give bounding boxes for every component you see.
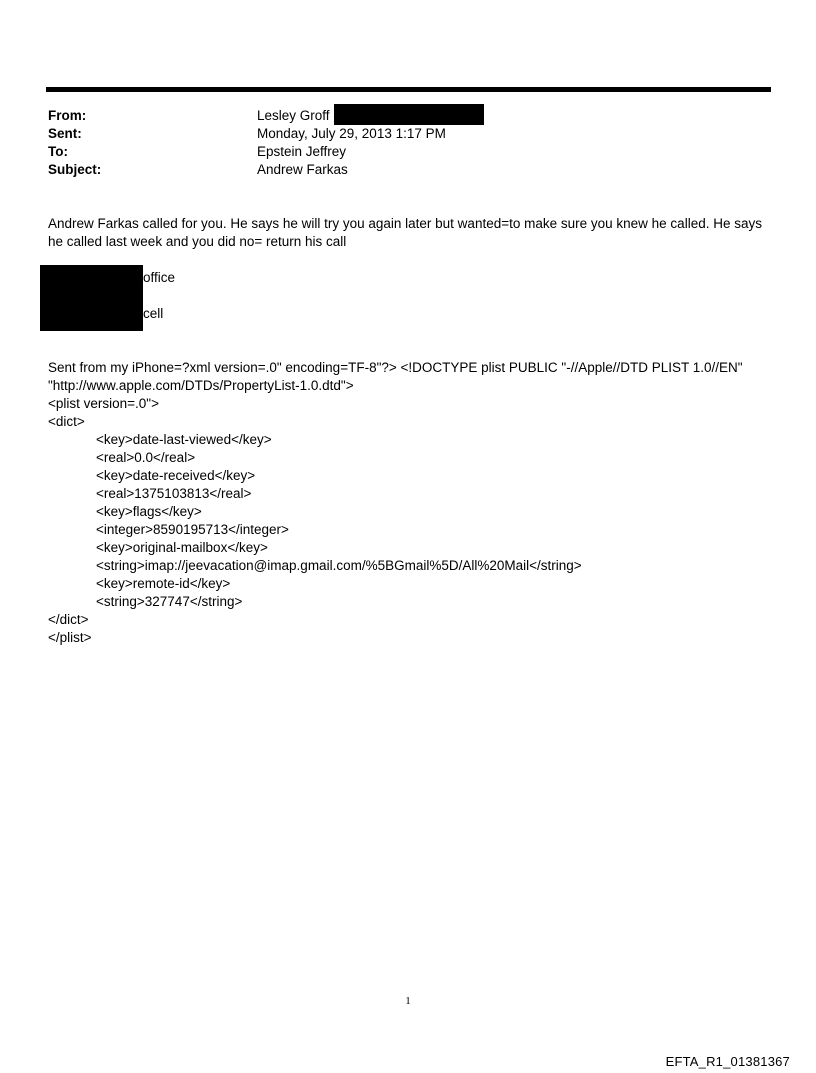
redaction-box-email bbox=[334, 104, 484, 125]
plist-block bbox=[48, 359, 778, 647]
plist-line: "http://www.apple.com/DTDs/PropertyList-1.0.dtd"> bbox=[48, 378, 354, 393]
header-row-sent bbox=[48, 125, 768, 143]
from-value: Lesley Groff bbox=[257, 108, 330, 123]
plist-line: <key>flags</key> bbox=[96, 504, 202, 519]
page-number: 1 bbox=[405, 995, 411, 1007]
from-label: From: bbox=[48, 108, 87, 123]
body-line-2: he called last week and you did no= return his call bbox=[48, 234, 347, 249]
email-body bbox=[48, 215, 768, 251]
header-row-subject bbox=[48, 161, 768, 179]
plist-line: </plist> bbox=[48, 630, 92, 645]
body-line-1: Andrew Farkas called for you. He says he will try you again later but wanted=to make sure you knew he called. He says bbox=[48, 216, 762, 231]
subject-value: Andrew Farkas bbox=[257, 162, 348, 177]
phone-cell-label: cell bbox=[143, 306, 164, 321]
phone-office-label: office bbox=[143, 270, 176, 285]
plist-line: <real>1375103813</real> bbox=[96, 486, 252, 501]
header-divider bbox=[46, 87, 771, 92]
plist-line: <real>0.0</real> bbox=[96, 450, 196, 465]
sent-value: Monday, July 29, 2013 1:17 PM bbox=[257, 126, 446, 141]
redaction-box-phones bbox=[40, 265, 143, 331]
to-value: Epstein Jeffrey bbox=[257, 144, 347, 159]
plist-line: <key>date-last-viewed</key> bbox=[96, 432, 272, 447]
plist-line: Sent from my iPhone=?xml version=.0" encoding=TF-8"?> <!DOCTYPE plist PUBLIC "-//Apple//DTD PLIST 1.0//EN" bbox=[48, 360, 743, 375]
sent-label: Sent: bbox=[48, 126, 82, 141]
subject-label: Subject: bbox=[48, 162, 102, 177]
plist-line: <string>imap://jeevacation@imap.gmail.com/%5BGmail%5D/All%20Mail</string> bbox=[96, 558, 582, 573]
plist-line: <key>remote-id</key> bbox=[96, 576, 231, 591]
header-row-to bbox=[48, 143, 768, 161]
plist-line: <plist version=.0"> bbox=[48, 396, 159, 411]
to-label: To: bbox=[48, 144, 68, 159]
plist-line: <integer>8590195713</integer> bbox=[96, 522, 289, 537]
plist-line: <string>327747</string> bbox=[96, 594, 243, 609]
plist-line: </dict> bbox=[48, 612, 89, 627]
bates-number: EFTA_R1_01381367 bbox=[665, 1054, 790, 1069]
plist-line: <key>original-mailbox</key> bbox=[96, 540, 268, 555]
plist-line: <dict> bbox=[48, 414, 85, 429]
plist-line: <key>date-received</key> bbox=[96, 468, 256, 483]
